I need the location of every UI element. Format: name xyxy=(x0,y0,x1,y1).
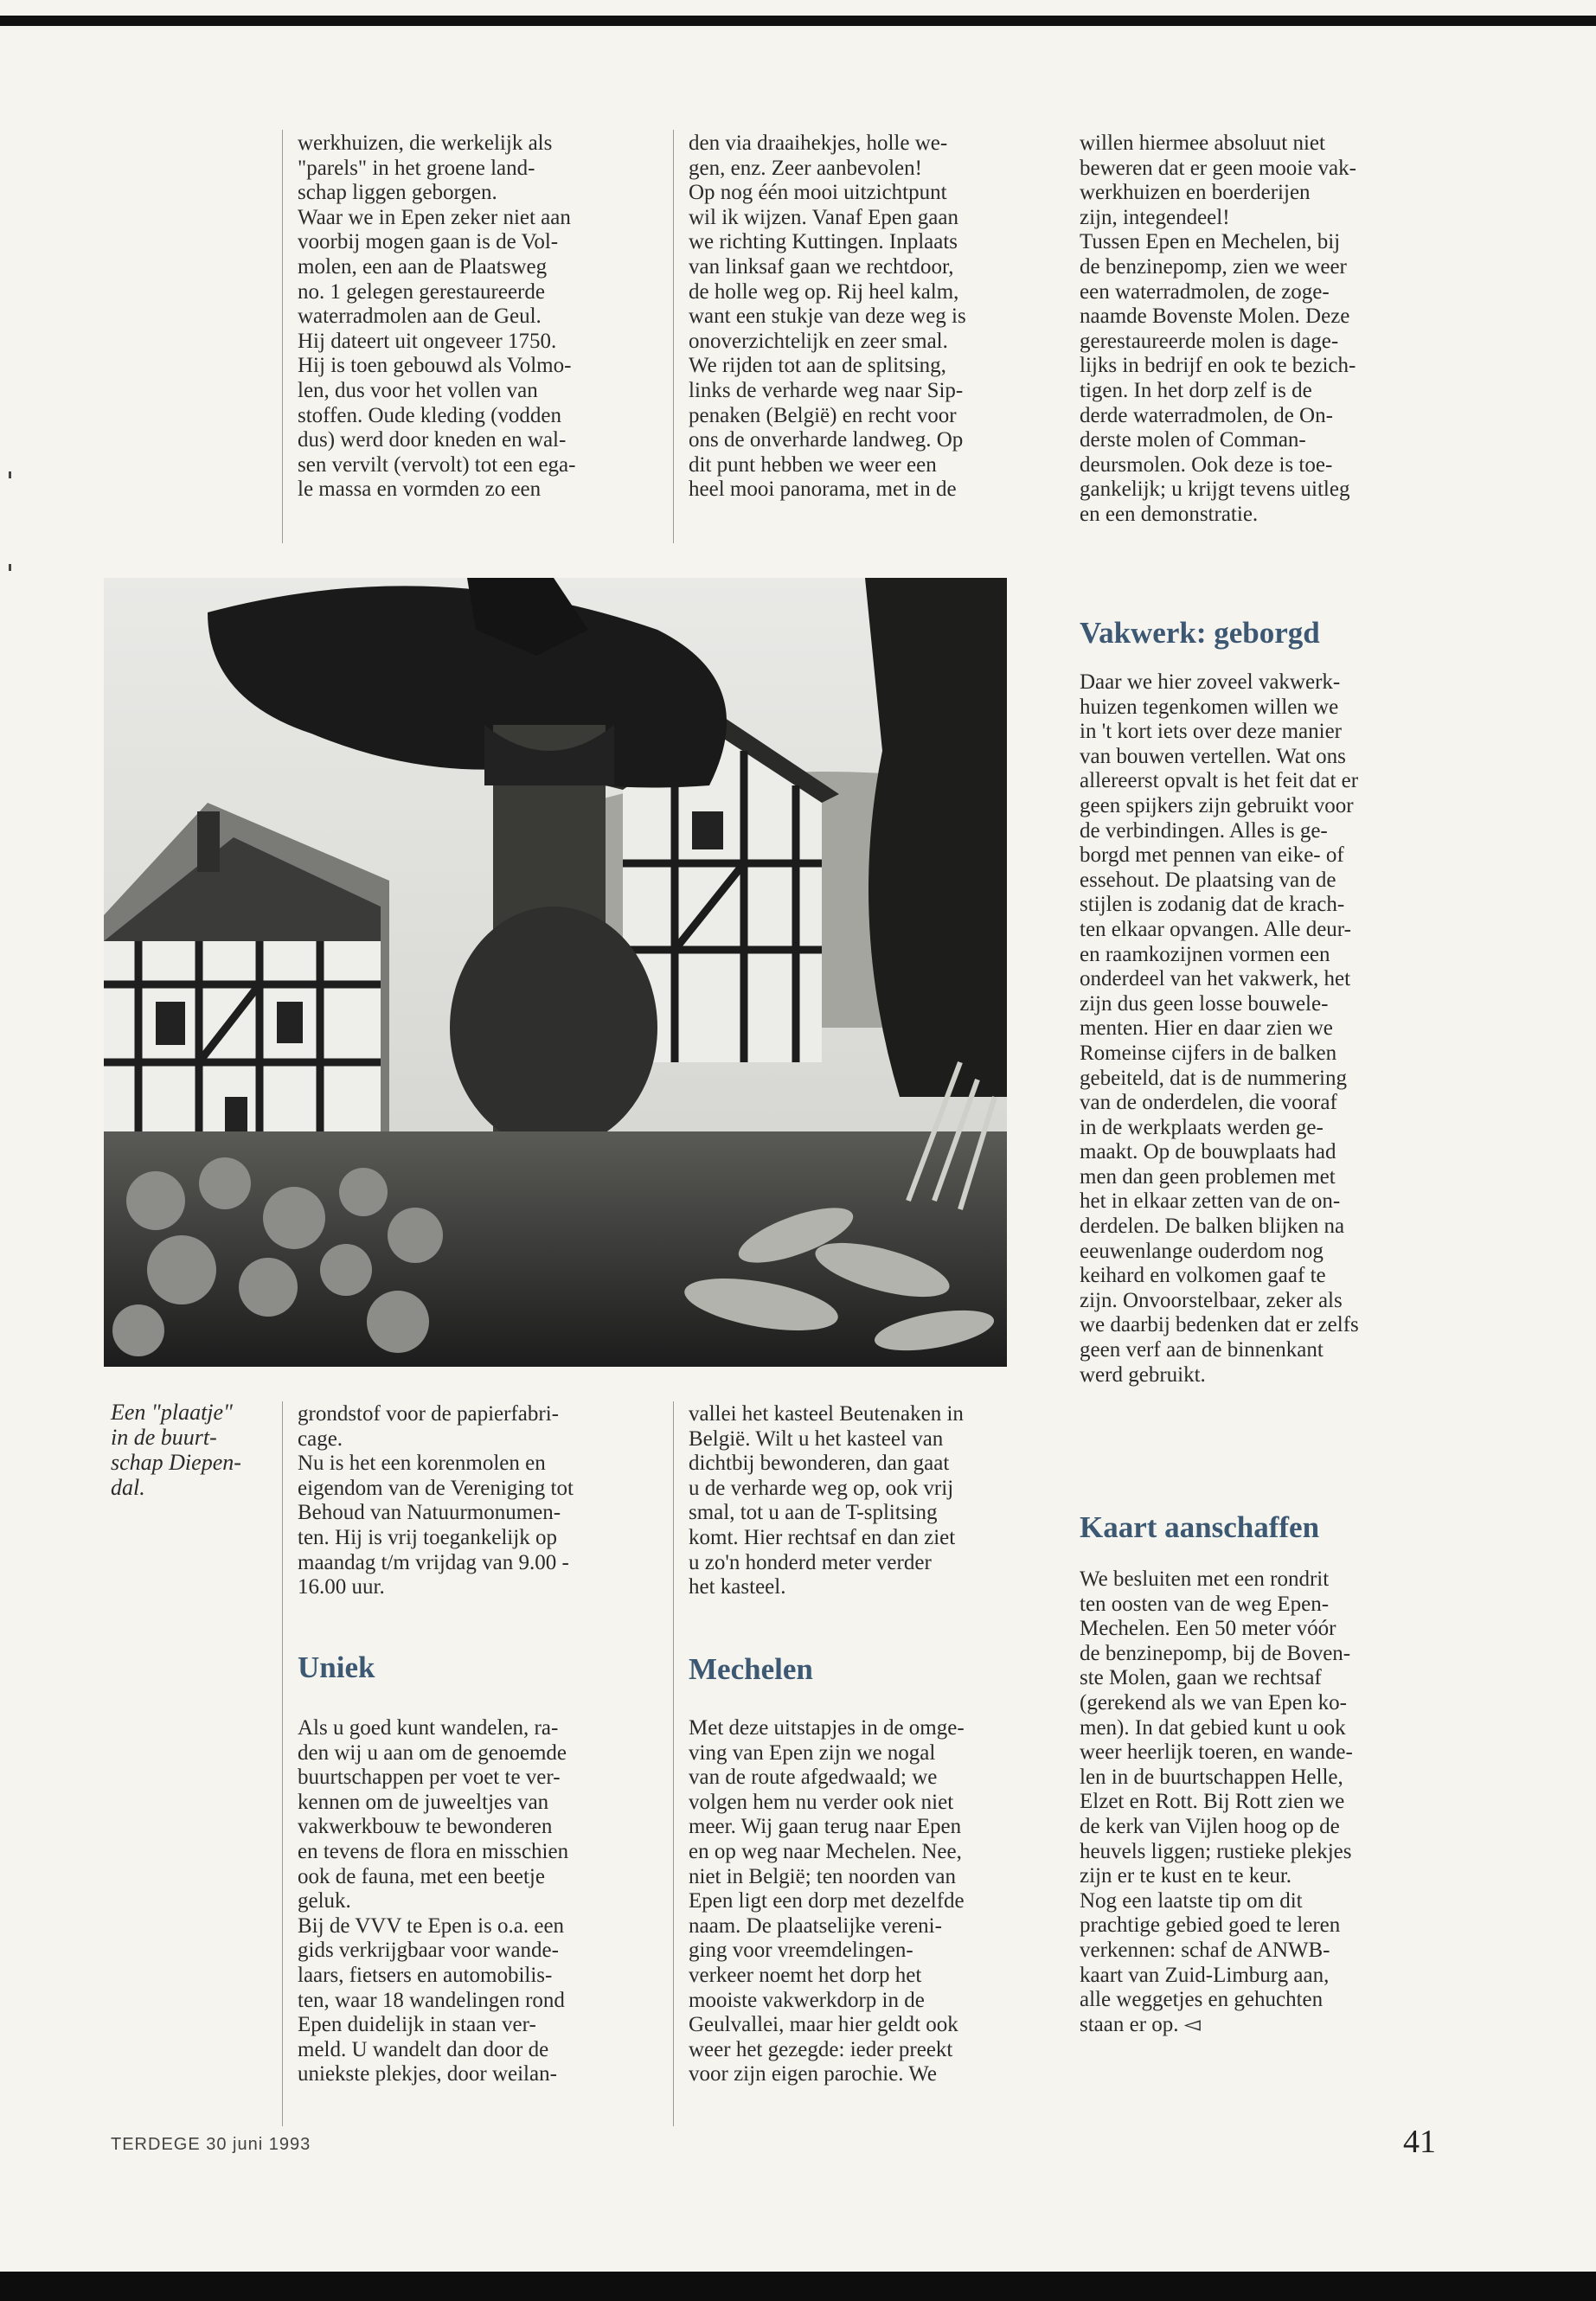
text-column-3-vakwerk: Daar we hier zoveel vakwerk- huizen tegenkomen willen we in 't kort iets over deze manier van bouwen vertellen. Wat ons allereerst opvalt is het feit dat er geen spijkers zijn gebruikt voor de verbindingen. Alles is ge- borgd met pennen van eike- of essehout. De plaatsing van de stijlen is zodanig dat de krach- ten elkaar opvangen. Alle deur- en raamkozijnen vormen een onderdeel van het vakwerk, het zijn dus geen losse bouwele- menten. Hier en daar zien we Romeinse cijfers in de balken gebeiteld, dat is de nummering van de onderdelen, die vooraf in de werkplaats werden ge- maakt. Op de bouwplaats had men dan geen problemen met het in elkaar zetten van de on- derdelen. De balken blijken na eeuwenlange ouderdom nog keihard en volkomen gaaf te zijn. Onvoorstelbaar, zeker als we daarbij bedenken dat er zelfs geen verf aan de binnenkant werd gebruikt. xyxy=(1080,670,1359,1387)
section-heading-mechelen: Mechelen xyxy=(689,1652,813,1686)
text-column-1-top: werkhuizen, die werkelijk als "parels" in het groene land- schap liggen geborgen. Waar we in Epen zeker niet aan voorbij mogen gaan is de Vol- molen, een aan de Plaatsweg no. 1 gelegen gerestaureerde waterradmolen aan de Geul. Hij dateert uit ongeveer 1750. Hij is toen gebouwd als Volmo- len, dus voor het vollen van stoffen. Oude kleding (vodden dus) werd door kneden en wal- sen vervilt (vervolt) tot een ega- le massa en vormden zo een xyxy=(298,131,576,502)
column-rule xyxy=(673,1401,674,2126)
text-column-3-kaart: We besluiten met een rondrit ten oosten van de weg Epen- Mechelen. Een 50 meter vóór de benzinepomp, bij de Boven- ste Molen, gaan we rechtsaf (gerekend als we van Epen ko- men). In dat gebied kunt u ook weer heerlijk toeren, en wande- len in de buurtschappen Helle, Elzet en Rott. Bij Rott zien we de kerk van Vijlen hoog op de heuvels liggen; rustieke plekjes zijn er te kust en te keur. Nog een laatste tip om dit prachtige gebied goed te leren verkennen: schaf de ANWB- kaart van Zuid-Limburg aan, alle weggetjes en gehuchten staan er op. ◅ xyxy=(1080,1567,1353,2036)
section-heading-uniek: Uniek xyxy=(298,1650,375,1684)
photo-half-timbered-house xyxy=(104,578,1007,1367)
scan-mark xyxy=(9,564,11,571)
scan-border-bottom xyxy=(0,2272,1596,2301)
text-column-1-bottom: grondstof voor de papierfabri- cage. Nu is het een korenmolen en eigendom van de Vereniging tot Behoud van Natuurmonumen- ten. Hij is vrij toegankelijk op maandag t/m vrijdag van 9.00 - 16.00 uur. xyxy=(298,1402,574,1599)
text-column-2-top: den via draaihekjes, holle we- gen, enz. Zeer aanbevolen! Op nog één mooi uitzichtpunt wil ik wijzen. Vanaf Epen gaan we richting Kuttingen. Inplaats van linksaf gaan we rechtdoor, de holle weg op. Rij heel kalm, want een stukje van deze weg is onoverzichtelijk en zeer smal. We rijden tot aan de splitsing, links de verharde weg naar Sip- penaken (België) en recht voor ons de onverharde landweg. Op dit punt hebben we weer een heel mooi panorama, met in de xyxy=(689,131,966,502)
publication-footer: TERDEGE 30 juni 1993 xyxy=(111,2135,311,2154)
scan-border-top xyxy=(0,16,1596,26)
page-number: 41 xyxy=(1403,2124,1436,2160)
column-rule xyxy=(282,130,283,543)
text-column-3-top: willen hiermee absoluut niet beweren dat er geen mooie vak- werkhuizen en boerderijen zijn, integendeel! Tussen Epen en Mechelen, bij de benzinepomp, zien we weer een waterradmolen, de zoge- naamde Bovenste Molen. Deze gerestaureerde molen is dage- lijks in bedrijf en ook te bezich- tigen. In het dorp zelf is de derde waterradmolen, de On- derste molen of Comman- deursmolen. Ook deze is toe- gankelijk; u krijgt tevens uitleg en een demonstratie. xyxy=(1080,131,1356,526)
text-column-1-uniek: Als u goed kunt wandelen, ra- den wij u aan om de genoemde buurtschappen per voet te ver- kennen om de juweeltjes van vakwerkbouw te bewonderen en tevens de flora en misschien ook de fauna, met een beetje geluk. Bij de VVV te Epen is o.a. een gids verkrijgbaar voor wande- laars, fietsers en automobilis- ten, waar 18 wandelingen rond Epen duidelijk in staan ver- meld. U wandelt dan door de uniekste plekjes, door weilan- xyxy=(298,1716,569,2086)
scan-mark xyxy=(9,471,11,478)
text-column-2-mechelen: Met deze uitstapjes in de omge- ving van Epen zijn we nogal van de route afgedwaald; we volgen hem nu verder ook niet meer. Wij gaan terug naar Epen en op weg naar Mechelen. Nee, niet in België; ten noorden van Epen ligt een dorp met dezelfde naam. De plaatselijke vereni- ging voor vreemdelingen- verkeer noemt het dorp het mooiste vakwerkdorp in de Geulvallei, maar hier geldt ook weer het gezegde: ieder preekt voor zijn eigen parochie. We xyxy=(689,1716,965,2086)
text-column-2-bottom: vallei het kasteel Beutenaken in België. Wilt u het kasteel van dichtbij bewonderen, dan gaat u de verharde weg op, ook vrij smal, tot u aan de T-splitsing komt. Hier rechtsaf en dan ziet u zo'n honderd meter verder het kasteel. xyxy=(689,1402,964,1599)
column-rule xyxy=(673,130,674,543)
column-rule xyxy=(282,1401,283,2126)
section-heading-kaart: Kaart aanschaffen xyxy=(1080,1510,1320,1544)
section-heading-vakwerk: Vakwerk: geborgd xyxy=(1080,616,1320,650)
photo-caption: Een "plaatje" in de buurt- schap Diepen- dal. xyxy=(111,1400,241,1500)
